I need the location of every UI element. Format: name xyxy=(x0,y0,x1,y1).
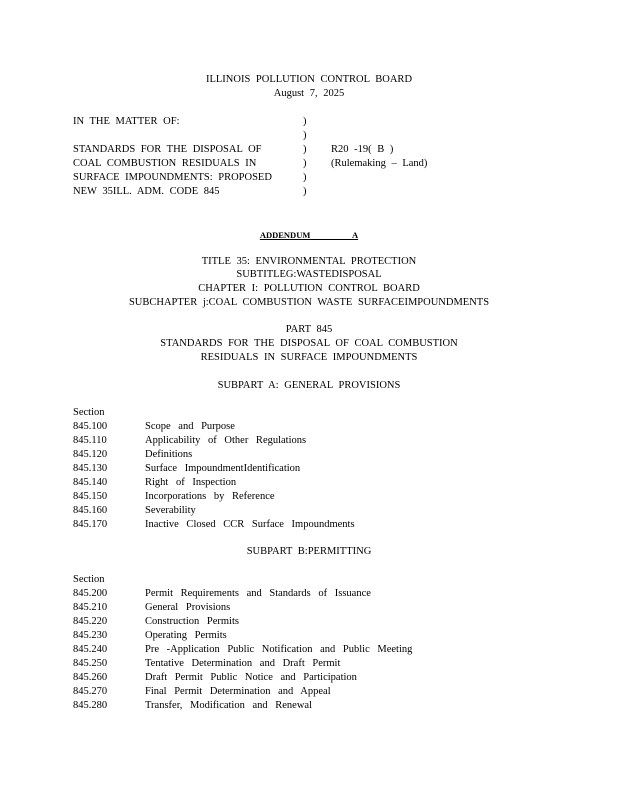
caption-line: COAL COMBUSTION RESIDUALS IN xyxy=(73,158,257,169)
caption-paren: ) xyxy=(303,172,307,183)
section-title: Incorporations by Reference xyxy=(145,491,275,502)
section-title: Final Permit Determination and Appeal xyxy=(145,686,331,697)
caption-line: STANDARDS FOR THE DISPOSAL OF xyxy=(73,144,262,155)
document-date: August 7, 2025 xyxy=(273,88,345,99)
section-title: Construction Permits xyxy=(145,616,239,627)
section-title: Pre -Application Public Notification and Public Meeting xyxy=(145,644,413,655)
section-number: 845.130 xyxy=(73,463,108,474)
section-number: 845.110 xyxy=(73,435,107,446)
section-title: Tentative Determination and Draft Permit xyxy=(145,658,341,669)
section-number: 845.220 xyxy=(73,616,108,627)
caption-paren: ) xyxy=(303,130,307,141)
caption-paren: ) xyxy=(303,158,307,169)
section-number: 845.210 xyxy=(73,602,108,613)
subtitle-line: SUBTITLEG:WASTEDISPOSAL xyxy=(236,269,382,280)
part-title: RESIDUALS IN SURFACE IMPOUNDMENTS xyxy=(200,352,418,363)
section-title: Transfer, Modification and Renewal xyxy=(145,700,312,711)
section-title: General Provisions xyxy=(145,602,231,613)
section-number: 845.100 xyxy=(73,421,108,432)
caption-paren: ) xyxy=(303,186,307,197)
section-title: Right of Inspection xyxy=(145,477,237,488)
board-name: ILLINOIS POLLUTION CONTROL BOARD xyxy=(205,74,413,85)
section-title: Scope and Purpose xyxy=(145,421,235,432)
subpart-heading: SUBPART A: GENERAL PROVISIONS xyxy=(217,380,401,391)
caption-line: NEW 35ILL. ADM. CODE 845 xyxy=(73,186,220,197)
section-number: 845.140 xyxy=(73,477,108,488)
section-number: 845.160 xyxy=(73,505,108,516)
part-title: STANDARDS FOR THE DISPOSAL OF COAL COMBUSTION xyxy=(160,338,458,349)
section-number: 845.200 xyxy=(73,588,108,599)
caption-paren: ) xyxy=(303,116,307,127)
section-title: Draft Permit Public Notice and Participation xyxy=(145,672,357,683)
section-label: Section xyxy=(73,407,105,418)
subpart-heading: SUBPART B:PERMITTING xyxy=(246,546,372,557)
chapter-line: CHAPTER I: POLLUTION CONTROL BOARD xyxy=(198,283,420,294)
caption-line: SURFACE IMPOUNDMENTS: PROPOSED xyxy=(73,172,272,183)
section-number: 845.230 xyxy=(73,630,108,641)
docket-number: R20 -19( B ) xyxy=(331,144,394,155)
caption-paren: ) xyxy=(303,144,307,155)
section-label: Section xyxy=(73,574,105,585)
section-title: Operating Permits xyxy=(145,630,227,641)
addendum-heading: ADDENDUM A xyxy=(259,230,359,240)
docket-type: (Rulemaking – Land) xyxy=(331,158,428,169)
title-line: TITLE 35: ENVIRONMENTAL PROTECTION xyxy=(201,256,417,267)
section-number: 845.170 xyxy=(73,519,108,530)
section-number: 845.240 xyxy=(73,644,108,655)
subchapter-line: SUBCHAPTER j:COAL COMBUSTION WASTE SURFACEIMPOUNDMENTS xyxy=(128,297,490,308)
section-title: Surface ImpoundmentIdentification xyxy=(145,463,301,474)
section-number: 845.150 xyxy=(73,491,108,502)
section-number: 845.280 xyxy=(73,700,108,711)
section-title: Definitions xyxy=(145,449,193,460)
section-number: 845.270 xyxy=(73,686,108,697)
section-title: Applicability of Other Regulations xyxy=(145,435,307,446)
section-number: 845.120 xyxy=(73,449,108,460)
section-title: Inactive Closed CCR Surface Impoundments xyxy=(145,519,355,530)
section-title: Permit Requirements and Standards of Issuance xyxy=(145,588,371,599)
section-number: 845.260 xyxy=(73,672,108,683)
section-number: 845.250 xyxy=(73,658,108,669)
caption-line: IN THE MATTER OF: xyxy=(73,116,180,127)
part-number: PART 845 xyxy=(285,324,333,335)
section-title: Severability xyxy=(145,505,196,516)
